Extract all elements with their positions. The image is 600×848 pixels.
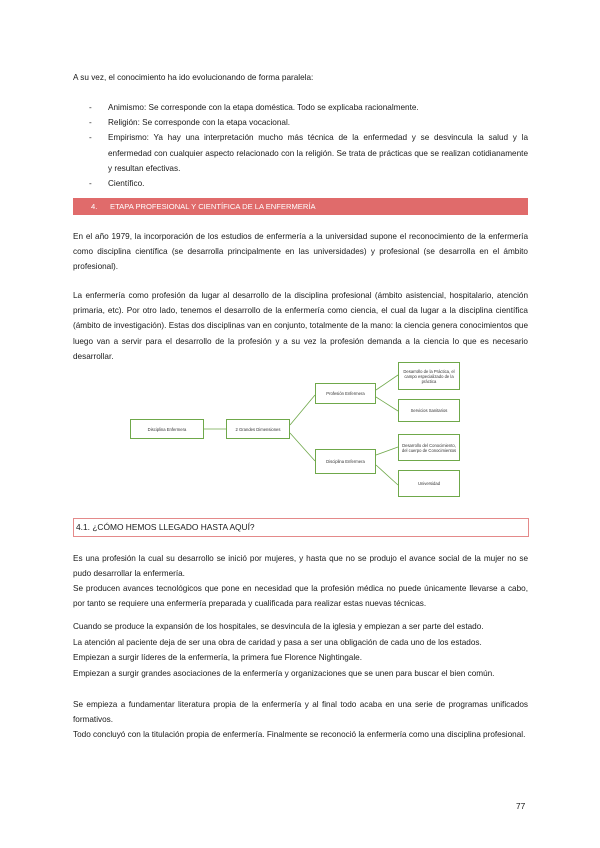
list-term: Religión:: [108, 118, 140, 128]
history-paragraph: Empiezan a surgir grandes asociaciones de la enfermería y organizaciones que se unen para buscar el bien común.: [73, 669, 495, 678]
diagram-node-dimensions: 2 Grandes Dimensiones: [226, 419, 290, 439]
page-number: 77: [516, 801, 526, 811]
list-item: - Animismo: Se corresponde con la etapa doméstica. Todo se explicaba racionalmente.: [89, 103, 419, 112]
paragraph-disciplines: La enfermería como profesión da lugar al desarrollo de la disciplina profesional (ámbito asistencial, hospitalario, atención primaria, etc). Por otro lado, tenemos el desarrollo de la enfermería como ciencia, el cual da lugar a la disciplina científica (ámbito de investigación). Estas dos disciplinas van en conjunto, totalmente de la mano: la ciencia genera conocimientos que luego van a servir para el desarrollo de la profesión y a su vez la profesión demanda a la ciencia lo que es necesario desarrollar.: [73, 291, 528, 361]
list-term: Empirismo:: [108, 133, 149, 143]
list-term: Científico.: [108, 179, 145, 189]
section-number: 4.: [91, 202, 98, 211]
discipline-diagram: [130, 355, 470, 500]
diagram-node-services: Servicios Sanitarios: [398, 399, 460, 422]
diagram-node-science: Disciplina Enfermera: [315, 449, 376, 474]
list-item: - Empirismo: Ya hay una interpretación mucho más técnica de la enfermedad y se desvincula la salud y la enfermedad con cualquier aspecto relacionado con la religión. Se trata de prácticas que se realizan cotidianamente y resultan efectivas.: [89, 133, 528, 173]
list-item: - Científico.: [89, 179, 145, 189]
intro-text: A su vez, el conocimiento ha ido evolucionando de forma paralela:: [73, 73, 314, 82]
diagram-node-root: Disciplina Enfermera: [130, 419, 204, 439]
diagram-node-university: Universidad: [398, 470, 460, 497]
history-paragraph: Se producen avances tecnológicos que pone en necesidad que la profesión médica no puede únicamente llevarse a cabo, por tanto se requiere una enfermería preparada y cualificada para realizar estas nuevas técnicas.: [73, 584, 528, 609]
diagram-node-profession: Profesión Enfermera: [315, 383, 376, 404]
section-title: ¿CÓMO HEMOS LLEGADO HASTA AQUÍ?: [92, 522, 255, 532]
history-paragraph: Se empieza a fundamentar literatura propia de la enfermería y al final todo acaba en una serie de programas unificados formativos.: [73, 700, 528, 725]
list-item: - Religión: Se corresponde con la etapa vocacional.: [89, 118, 291, 128]
history-paragraph: Cuando se produce la expansión de los hospitales, se desvincula de la iglesia y empiezan a ser parte del estado.: [73, 622, 484, 631]
list-term: Animismo:: [108, 103, 147, 112]
paragraph-1979: En el año 1979, la incorporación de los estudios de enfermería a la universidad supone el reconocimiento de la enfermería como disciplina científica (se desarrolla principalmente en las universidades) y profesional (se desarrolla en el ámbito profesional).: [73, 232, 528, 272]
section-heading-4: [73, 198, 528, 215]
diagram-node-practice: Desarrollo de la Práctica, el campo especializado de la práctica: [398, 362, 460, 390]
history-paragraph: Es una profesión la cual su desarrollo se inició por mujeres, y hasta que no se produjo el avance social de la mujer no se pudo desarrollar la enfermería.: [73, 554, 528, 579]
history-paragraph: Empiezan a surgir líderes de la enfermería, la primera fue Florence Nightingale.: [73, 653, 362, 662]
section-heading-4-1: [73, 518, 529, 537]
evolution-list: [73, 100, 528, 191]
diagram-node-knowledge: Desarrollo del Conocimiento, del cuerpo de Conocimientos: [398, 434, 460, 461]
history-paragraph: La atención al paciente deja de ser una obra de caridad y pasa a ser una obligación de cada uno de los estados.: [73, 638, 482, 647]
section-title: ETAPA PROFESIONAL Y CIENTÍFICA DE LA ENFERMERÍA: [110, 202, 316, 211]
section-number: 4.1.: [76, 522, 90, 532]
history-paragraph: Todo concluyó con la titulación propia de enfermería. Finalmente se reconoció la enfermería como una disciplina profesional.: [73, 730, 526, 739]
